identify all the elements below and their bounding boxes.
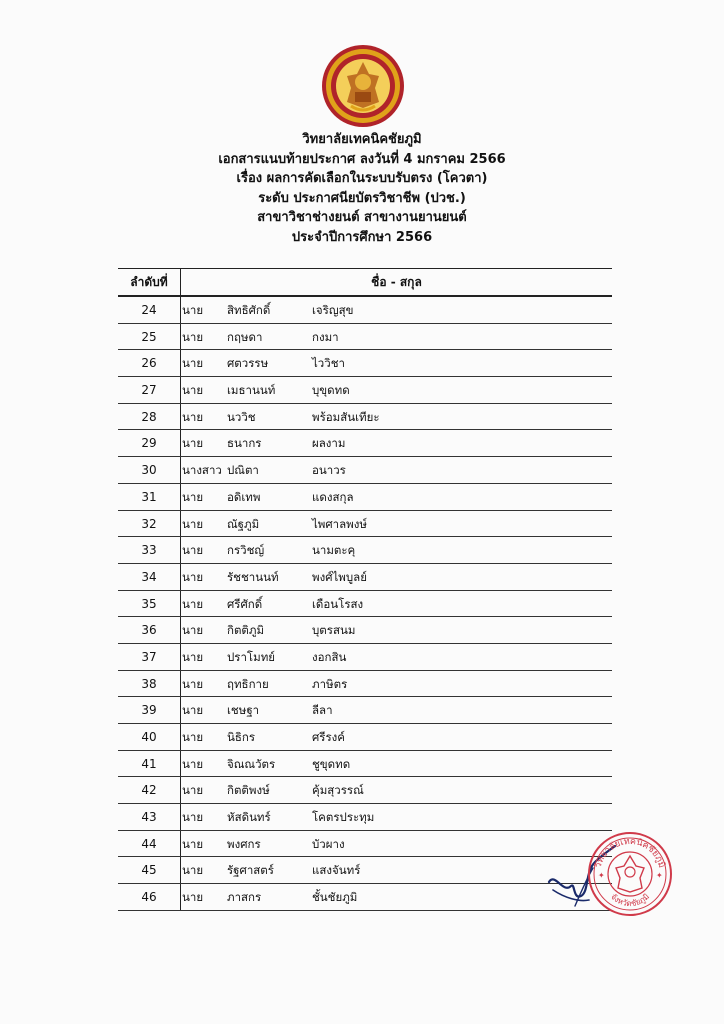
table-row <box>118 617 612 644</box>
table-row <box>118 430 612 457</box>
row-number: 27 <box>141 383 157 398</box>
row-last-name: ชูขุดทด <box>312 756 351 771</box>
row-first-name: จิณณวัตร <box>227 756 276 771</box>
row-title: นาย <box>182 810 204 825</box>
row-title: นาย <box>182 836 204 851</box>
row-first-name: ศรีศักดิ์ <box>227 596 263 611</box>
svg-text:✦: ✦ <box>656 871 663 880</box>
document-header <box>0 130 724 247</box>
table-row <box>118 724 612 751</box>
college-name: วิทยาลัยเทคนิคชัยภูมิ <box>302 132 422 147</box>
row-number: 38 <box>141 676 157 691</box>
row-title: นาย <box>182 756 204 771</box>
row-number: 36 <box>141 623 157 638</box>
row-number: 24 <box>141 303 157 317</box>
row-first-name: ณัฐภูมิ <box>227 516 260 531</box>
svg-text:✦: ✦ <box>598 871 605 880</box>
table-row <box>118 457 612 484</box>
table-row <box>118 804 612 831</box>
document-reference: เอกสารแนบท้ายประกาศ ลงวันที่ 4 มกราคม 2566 <box>218 151 506 167</box>
row-first-name: เชษฐา <box>227 703 260 718</box>
results-table <box>118 268 612 911</box>
row-last-name: แสงจันทร์ <box>312 863 361 878</box>
row-first-name: กิตติพงษ์ <box>227 783 270 798</box>
table-row <box>118 671 612 698</box>
row-first-name: นววิช <box>227 409 256 424</box>
row-title: นาย <box>182 730 204 744</box>
table-row <box>118 644 612 671</box>
row-number: 41 <box>141 756 157 771</box>
row-first-name: สิทธิศักดิ์ <box>227 303 271 317</box>
row-last-name: อนาวร <box>312 463 346 478</box>
row-last-name: ไววิชา <box>312 356 345 371</box>
row-last-name: พงศ์ไพบูลย์ <box>312 569 367 584</box>
row-number: 34 <box>141 569 157 584</box>
row-first-name: กิตติภูมิ <box>227 623 265 638</box>
row-first-name: ปราโมทย์ <box>227 649 276 664</box>
row-first-name: รัชชานนท์ <box>227 569 279 584</box>
table-row <box>118 697 612 724</box>
row-title: นาย <box>182 783 204 798</box>
row-number: 45 <box>141 863 157 878</box>
table-row <box>118 884 612 911</box>
row-number: 26 <box>141 356 157 371</box>
row-title: นาย <box>182 489 204 504</box>
row-last-name: บัวผาง <box>312 836 345 851</box>
row-first-name: กรวิชญ์ <box>227 543 265 558</box>
row-last-name: งอกสิน <box>312 649 347 664</box>
row-title: นางสาว <box>182 463 222 478</box>
table-row <box>118 377 612 404</box>
row-title: นาย <box>182 676 204 691</box>
row-title: นาย <box>182 863 204 878</box>
table-row <box>118 857 612 884</box>
row-title: นาย <box>182 703 204 718</box>
row-title: นาย <box>182 569 204 584</box>
row-number: 32 <box>141 516 157 531</box>
row-last-name: เดือนโรสง <box>312 596 364 611</box>
row-last-name: บุตรสนม <box>312 623 356 638</box>
seal-bottom-text: จังหวัดชัยภูมิ <box>608 892 652 909</box>
row-last-name: กงมา <box>312 329 339 344</box>
row-number: 40 <box>141 730 157 744</box>
row-first-name: พงศกร <box>227 836 261 851</box>
row-first-name: กฤษดา <box>227 329 263 344</box>
row-first-name: รัฐศาสตร์ <box>227 863 274 878</box>
row-number: 29 <box>141 436 157 451</box>
row-title: นาย <box>182 303 204 317</box>
academic-year: ประจำปีการศึกษา 2566 <box>291 229 433 245</box>
college-emblem-icon <box>321 44 405 128</box>
row-last-name: บุขุดทด <box>312 383 350 398</box>
row-number: 35 <box>141 596 157 611</box>
row-number: 31 <box>141 489 157 504</box>
row-number: 30 <box>141 463 157 478</box>
row-first-name: ปณิตา <box>227 463 259 478</box>
table-row <box>118 564 612 591</box>
row-last-name: แดงสกุล <box>312 489 354 504</box>
table-row <box>118 831 612 858</box>
row-title: นาย <box>182 890 204 905</box>
row-first-name: ธนากร <box>227 436 262 451</box>
table-header <box>118 268 612 297</box>
row-title: นาย <box>182 329 204 344</box>
table-row <box>118 537 612 564</box>
row-number: 42 <box>141 783 157 798</box>
svg-text:จังหวัดชัยภูมิ <box>609 892 651 908</box>
row-last-name: ภาษิตร <box>312 676 348 691</box>
field-of-study: สาขาวิชาช่างยนต์ สาขางานยานยนต์ <box>257 210 467 225</box>
row-title: นาย <box>182 356 204 371</box>
row-first-name: ศตวรรษ <box>227 356 269 371</box>
row-number: 43 <box>141 810 157 825</box>
row-last-name: ลีลา <box>312 703 333 718</box>
row-first-name: นิธิกร <box>227 730 256 744</box>
row-number: 46 <box>141 890 157 905</box>
table-row <box>118 350 612 377</box>
row-first-name: เมธานนท์ <box>227 383 276 398</box>
row-number: 28 <box>141 409 157 424</box>
row-number: 33 <box>141 543 157 558</box>
seal-top-text: วิทยาลัยเทคนิคชัยภูมิ <box>593 836 667 870</box>
column-header-name: ชื่อ - สกุล <box>180 269 612 296</box>
table-row <box>118 404 612 431</box>
row-first-name: ฤทธิกาย <box>227 676 269 691</box>
row-first-name: หัสดินทร์ <box>227 810 271 825</box>
row-title: นาย <box>182 409 204 424</box>
row-number: 37 <box>141 649 157 664</box>
table-row <box>118 297 612 324</box>
row-number: 39 <box>141 703 157 718</box>
row-title: นาย <box>182 623 204 638</box>
row-last-name: ศรีรงค์ <box>312 730 345 744</box>
row-first-name: อดิเทพ <box>227 489 261 504</box>
row-last-name: พร้อมสันเทียะ <box>312 409 380 424</box>
row-title: นาย <box>182 436 204 451</box>
table-row <box>118 511 612 538</box>
education-level: ระดับ ประกาศนียบัตรวิชาชีพ (ปวช.) <box>258 190 466 206</box>
document-subject: เรื่อง ผลการคัดเลือกในระบบรับตรง (โควตา) <box>236 171 488 186</box>
row-title: นาย <box>182 516 204 531</box>
row-title: นาย <box>182 543 204 558</box>
row-last-name: ผลงาม <box>312 436 346 451</box>
row-title: นาย <box>182 383 204 398</box>
row-last-name: ชั้นชัยภูมิ <box>312 890 358 905</box>
row-last-name: ไพศาลพงษ์ <box>312 516 367 531</box>
row-title: นาย <box>182 596 204 611</box>
table-row <box>118 484 612 511</box>
row-last-name: เจริญสุข <box>312 303 354 317</box>
row-last-name: นามตะคุ <box>312 543 356 558</box>
official-seal-icon <box>586 830 674 918</box>
row-last-name: โคตรประทุม <box>312 810 375 825</box>
table-body <box>118 297 612 911</box>
row-number: 44 <box>141 836 157 851</box>
row-number: 25 <box>141 329 157 344</box>
table-row <box>118 751 612 778</box>
table-row <box>118 777 612 804</box>
table-row <box>118 591 612 618</box>
column-header-number: ลำดับที่ <box>130 275 168 289</box>
row-last-name: คุ้มสุวรรณ์ <box>312 783 364 798</box>
row-title: นาย <box>182 649 204 664</box>
row-first-name: ภาสกร <box>227 890 262 905</box>
table-row <box>118 324 612 351</box>
